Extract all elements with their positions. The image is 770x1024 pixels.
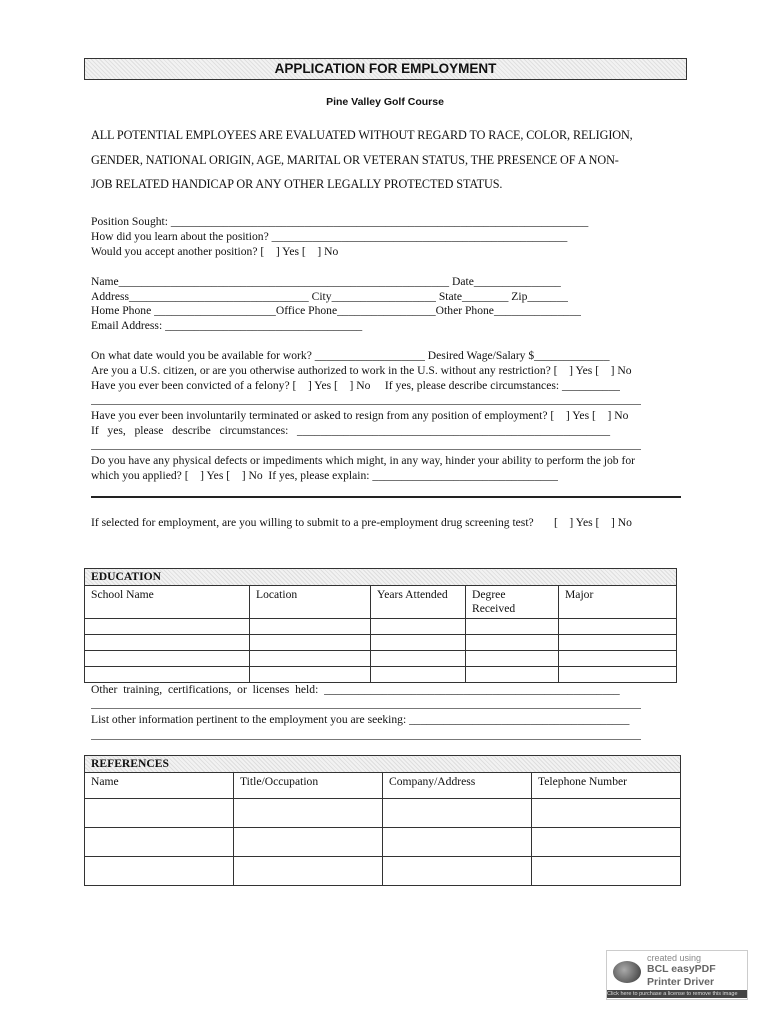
eeo-statement-line-1: ALL POTENTIAL EMPLOYEES ARE EVALUATED WITHOUT REGARD TO RACE, COLOR, RELIGION, bbox=[91, 128, 633, 142]
education-col-major: Major bbox=[559, 586, 677, 619]
drug-test-question[interactable]: If selected for employment, are you willing to submit to a pre-employment drug screening test? [ ] Yes [ ] No bbox=[91, 516, 632, 529]
form-title: APPLICATION FOR EMPLOYMENT bbox=[84, 58, 687, 80]
physical-defects-explain-field[interactable]: which you applied? [ ] Yes [ ] No If yes, please explain: ________________________________ bbox=[91, 469, 558, 482]
badge-line-3: Printer Driver bbox=[647, 976, 715, 988]
education-table bbox=[84, 568, 677, 683]
table-row[interactable] bbox=[85, 619, 677, 635]
pdf-creator-badge[interactable] bbox=[606, 950, 748, 1000]
email-field[interactable]: Email Address: __________________________________ bbox=[91, 319, 363, 332]
education-col-degree: Degree Received bbox=[466, 586, 559, 619]
references-col-phone: Telephone Number bbox=[532, 773, 681, 799]
education-col-school: School Name bbox=[85, 586, 250, 619]
section-divider bbox=[91, 496, 681, 498]
citizen-question[interactable]: Are you a U.S. citizen, or are you otherwise authorized to work in the U.S. without any restriction? [ ] Yes [ ] No bbox=[91, 364, 632, 377]
education-col-years: Years Attended bbox=[371, 586, 466, 619]
felony-question[interactable]: Have you ever been convicted of a felony? [ ] Yes [ ] No If yes, please describe circumstances: __________ bbox=[91, 379, 620, 392]
physical-defects-question[interactable]: Do you have any physical defects or impediments which might, in any way, hinder your ability to perform the job for bbox=[91, 454, 636, 467]
references-col-title: Title/Occupation bbox=[234, 773, 383, 799]
termination-question[interactable]: Have you ever been involuntarily terminated or asked to resign from any position of employment? [ ] Yes [ ] No bbox=[91, 409, 629, 422]
other-info-field[interactable]: List other information pertinent to the employment you are seeking: ______________________________________ bbox=[91, 713, 630, 726]
name-date-field[interactable]: Name_________________________________________________________ Date_______________ bbox=[91, 275, 561, 288]
table-row[interactable] bbox=[85, 857, 681, 886]
education-heading: EDUCATION bbox=[85, 569, 677, 586]
accept-another-position-question[interactable]: Would you accept another position? [ ] Yes [ ] No bbox=[91, 245, 339, 258]
availability-wage-field[interactable]: On what date would you be available for work? ___________________ Desired Wage/Salary $_____________ bbox=[91, 349, 610, 362]
company-name: Pine Valley Golf Course bbox=[326, 96, 444, 108]
badge-line-1: created using bbox=[647, 953, 702, 963]
eeo-statement-line-3: JOB RELATED HANDICAP OR ANY OTHER LEGALLY PROTECTED STATUS. bbox=[91, 177, 503, 191]
references-col-name: Name bbox=[85, 773, 234, 799]
other-training-field[interactable]: Other training, certifications, or licenses held: ___________________________________________________ bbox=[91, 683, 620, 696]
felony-description-line[interactable] bbox=[91, 404, 641, 405]
table-row[interactable] bbox=[85, 799, 681, 828]
other-info-line[interactable] bbox=[91, 739, 641, 740]
eeo-statement-line-2: GENDER, NATIONAL ORIGIN, AGE, MARITAL OR VETERAN STATUS, THE PRESENCE OF A NON- bbox=[91, 153, 619, 167]
references-heading: REFERENCES bbox=[85, 756, 681, 773]
phone-fields[interactable]: Home Phone _____________________Office Phone_________________Other Phone_______________ bbox=[91, 304, 581, 317]
references-col-company: Company/Address bbox=[383, 773, 532, 799]
badge-purchase-link[interactable]: Click here to purchase a license to remove this image bbox=[607, 990, 747, 998]
badge-line-2: BCL easyPDF bbox=[647, 963, 716, 975]
learn-about-position-field[interactable]: How did you learn about the position? ___________________________________________________ bbox=[91, 230, 568, 243]
references-table bbox=[84, 755, 681, 886]
table-row[interactable] bbox=[85, 651, 677, 667]
termination-description-line[interactable] bbox=[91, 449, 641, 450]
termination-description-field[interactable]: If yes, please describe circumstances: ______________________________________________________ bbox=[91, 424, 611, 437]
position-sought-field[interactable]: Position Sought: ________________________________________________________________________ bbox=[91, 215, 589, 228]
other-training-line[interactable] bbox=[91, 708, 641, 709]
table-row[interactable] bbox=[85, 635, 677, 651]
education-col-location: Location bbox=[250, 586, 371, 619]
table-row[interactable] bbox=[85, 828, 681, 857]
table-row[interactable] bbox=[85, 667, 677, 683]
address-field[interactable]: Address_______________________________ City__________________ State________ Zip_______ bbox=[91, 290, 568, 303]
printer-logo-icon bbox=[613, 961, 641, 983]
